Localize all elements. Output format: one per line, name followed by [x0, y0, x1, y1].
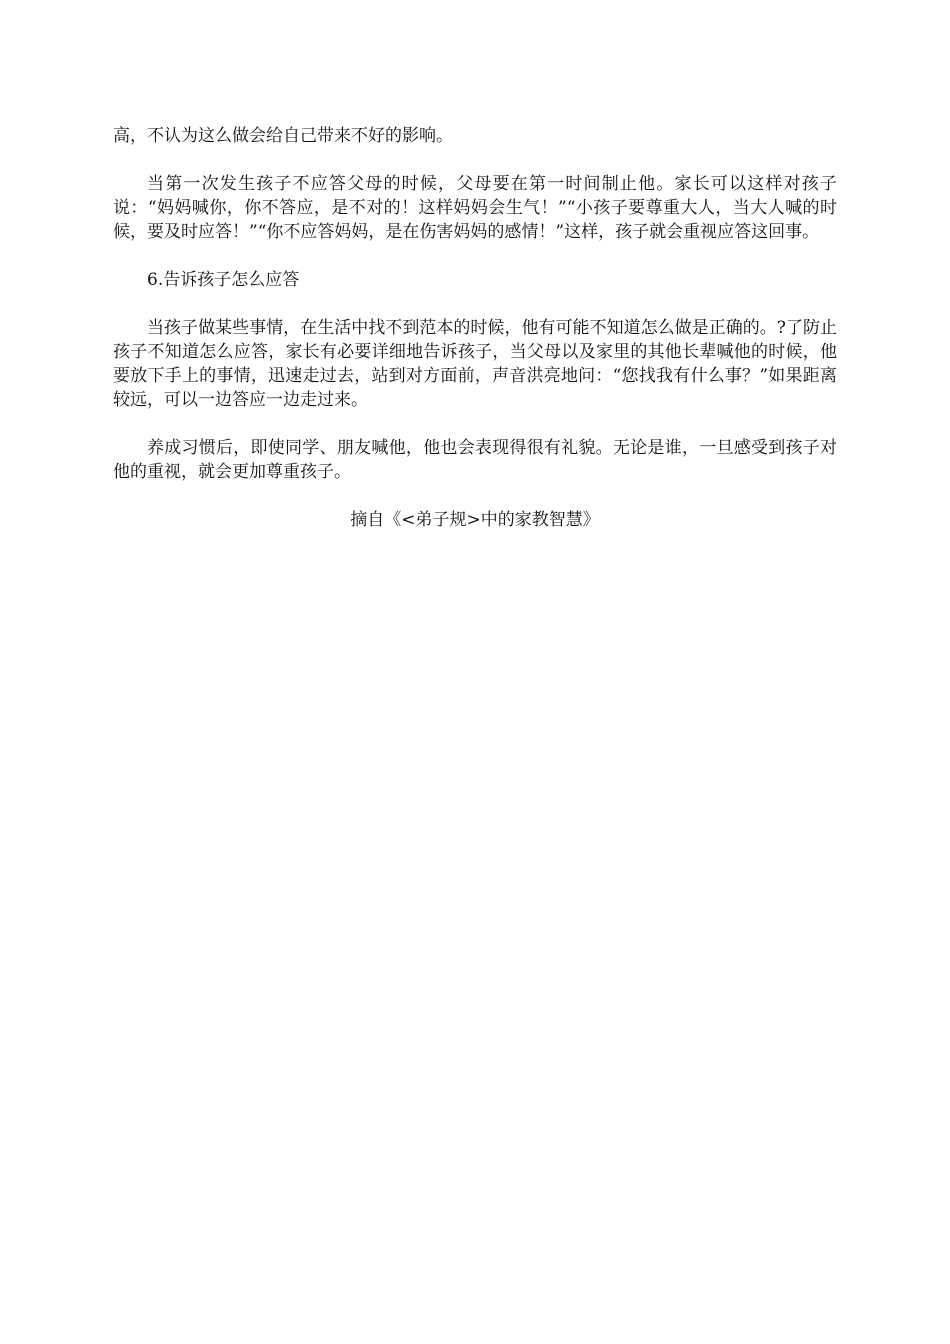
paragraph-how-to-respond: 当孩子做某些事情，在生活中找不到范本的时候，他有可能不知道怎么做是正确的。?了防止孩子不知道怎么应答，家长有必要详细地告诉孩子，当父母以及家里的其他长辈喊他的时候，他要放下手上的事情，迅速走过去，站到对方面前，声音洪亮地问：“您找我有什么事？”如果距离较远，可以一边答应一边走过来。 [113, 318, 837, 410]
paragraph-continuation: 高，不认为这么做会给自己带来不好的影响。 [113, 126, 453, 146]
paragraph-habit: 养成习惯后，即使同学、朋友喊他，他也会表现得很有礼貌。无论是谁，一旦感受到孩子对他的重视，就会更加尊重孩子。 [113, 438, 837, 482]
section-heading: 6.告诉孩子怎么应答 [147, 270, 300, 290]
paragraph-stop-behavior: 当第一次发生孩子不应答父母的时候，父母要在第一时间制止他。家长可以这样对孩子说：“妈妈喊你，你不答应，是不对的！这样妈妈会生气！”“小孩子要尊重大人，当大人喊的时候，要及时应答！”“你不应答妈妈，是在伤害妈妈的感情！”这样，孩子就会重视应答这回事。 [113, 174, 837, 242]
source-citation: 摘自《<弟子规>中的家教智慧》 [350, 510, 600, 530]
document-page [113, 124, 837, 532]
